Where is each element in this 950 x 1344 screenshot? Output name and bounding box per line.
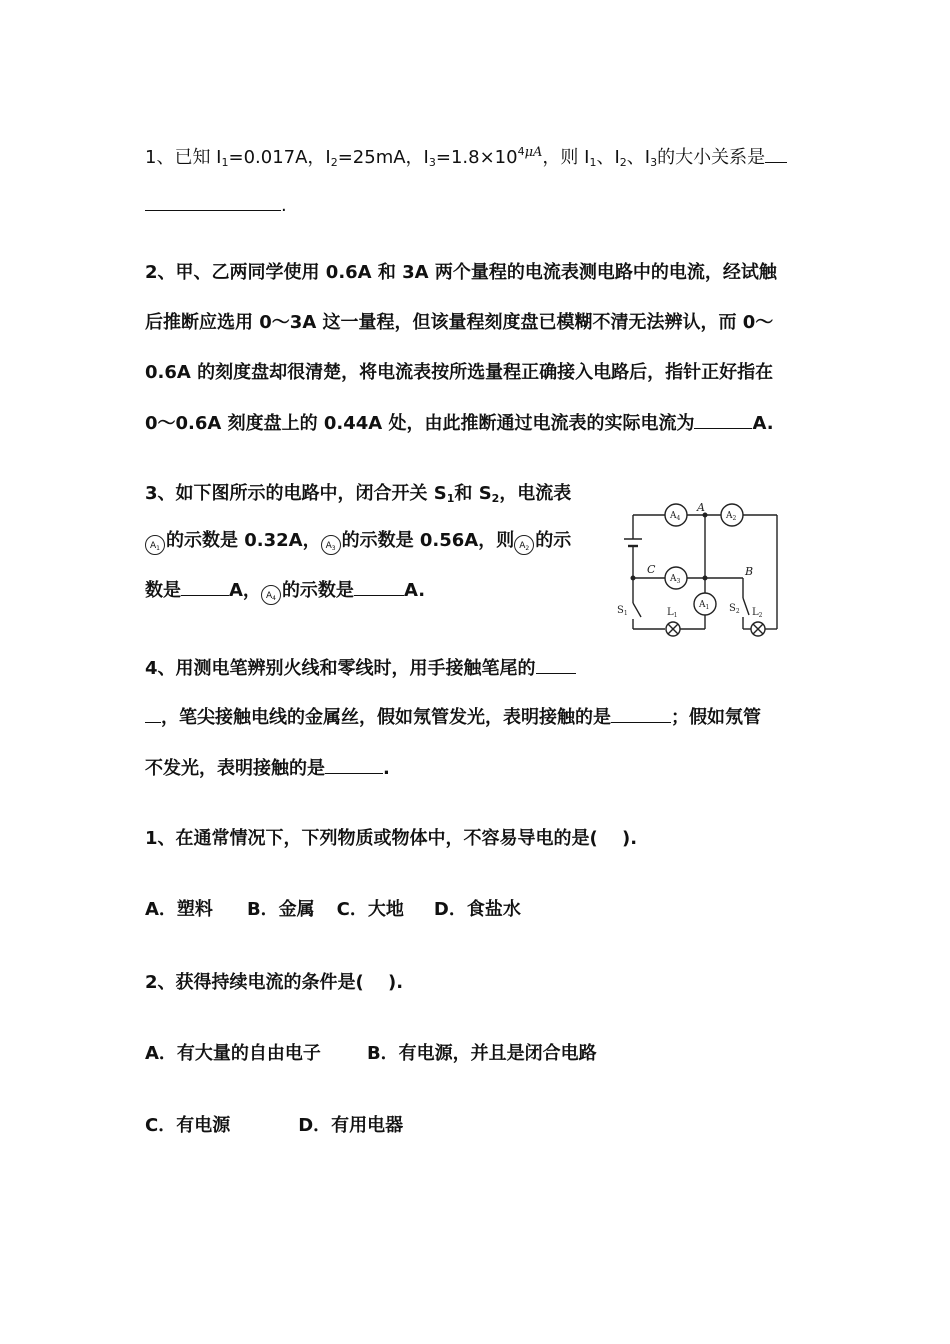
node-b-label: B (745, 565, 754, 578)
q3-text: 数是 (145, 580, 181, 601)
q4-text: 不发光，表明接触的是 (145, 758, 325, 779)
q1-sub: 2 (619, 156, 627, 169)
mc2-option-d[interactable]: D．有用电器 (298, 1115, 404, 1136)
q2-unit: A. (752, 413, 774, 434)
q1-blank-part2[interactable] (145, 192, 281, 211)
mc2-question: 2、获得持续电流的条件是( ). (145, 972, 404, 993)
ammeter-a1-icon: $A_1$ (145, 535, 165, 555)
mc2-option-a[interactable]: A．有大量的自由电子 (145, 1043, 321, 1064)
label-a2: $A_2$ (726, 511, 737, 522)
q1-text: 的大小关系是 (657, 147, 766, 168)
switch-s1-label: $S_1$ (617, 605, 628, 617)
switch-s2-label: $S_2$ (729, 603, 740, 615)
q3-line1 (145, 481, 571, 507)
mc1-question: 1、在通常情况下，下列物质或物体中，不容易导电的是( ). (145, 828, 638, 849)
q4-line3 (145, 755, 390, 782)
q4-text: ，笔尖接触电线的金属丝，假如氖管发光，表明接触的是 (161, 707, 611, 728)
q4-blank-3[interactable] (325, 755, 383, 774)
mc2-option-c[interactable]: C．有电源 (145, 1115, 231, 1136)
label-a4: $A_4$ (670, 511, 681, 522)
q3-text: 的示 (535, 530, 572, 551)
switch-s2 (743, 598, 749, 615)
lamp-l1-label: $L_1$ (667, 607, 678, 619)
q2-line1: 2、甲、乙两同学使用 0.6A 和 3A 两个量程的电流表测电路中的电流，经试触 (145, 262, 777, 283)
q3-text: 的示数是 (281, 580, 354, 601)
q4-line1 (145, 655, 576, 682)
q1-text: =25mA，I (337, 147, 429, 168)
q4-blank-1b[interactable] (145, 704, 161, 723)
mc2-options-row2 (145, 1113, 403, 1139)
q1-line2 (145, 192, 287, 219)
q2-answer-blank[interactable] (694, 410, 752, 429)
q3-text: A. (403, 580, 426, 601)
q4-blank-2[interactable] (611, 704, 671, 723)
q3-blank-1[interactable] (181, 577, 229, 596)
q1-text: 、I (596, 147, 620, 168)
label-a3: $A_3$ (670, 574, 681, 585)
q4-line2 (145, 704, 761, 731)
ammeter-a3-icon: $A_3$ (321, 535, 341, 555)
mc1-options (145, 897, 521, 923)
mc2-options-row1 (145, 1041, 597, 1067)
q1-unit: μA (524, 145, 543, 160)
switch-s1 (633, 603, 641, 617)
q1-sub: 1 (221, 156, 229, 169)
mc1-option-d[interactable]: D．食盐水 (433, 899, 521, 920)
q3-blank-2[interactable] (354, 577, 404, 596)
q3-text: A， (229, 580, 261, 601)
ammeter-a2-icon: $A_2$ (514, 535, 534, 555)
q3-sub: 1 (446, 492, 455, 505)
q1-sub: 3 (428, 156, 436, 169)
q2-text: 0～0.6A 刻度盘上的 0.44A 处，由此推断通过电流表的实际电流为 (145, 413, 695, 434)
q3-line3 (145, 577, 425, 605)
lamp-l2-label: $L_2$ (752, 607, 763, 619)
q3-line2 (145, 528, 571, 555)
q1-text: ，则 I (542, 147, 590, 168)
q3-text: 的示数是 0.56A，则 (341, 530, 515, 551)
q2-line3: 0.6A 的刻度盘却很清楚，将电流表按所选量程正确接入电路后，指针正好指在 (145, 362, 774, 383)
q3-sub: 2 (491, 492, 500, 505)
q1-sub: 3 (650, 156, 658, 169)
circuit-diagram (615, 495, 790, 640)
q1-text: =0.017A，I (228, 147, 331, 168)
q3-text: 和 S (454, 483, 492, 504)
label-a1: $A_1$ (699, 600, 710, 611)
q3-text: 3、如下图所示的电路中，闭合开关 S (145, 483, 447, 504)
junction (703, 576, 707, 580)
mc2-option-b[interactable]: B．有电源，并且是闭合电路 (366, 1043, 597, 1064)
q1-exponent: 4 (517, 145, 525, 158)
q4-text: 4、用测电笔辨别火线和零线时，用手接触笔尾的 (145, 658, 536, 679)
node-c-label: C (647, 563, 656, 576)
q1-period: . (281, 195, 287, 216)
q1-text: 1、已知 I (145, 147, 222, 168)
q2-line4 (145, 410, 774, 437)
q4-text: . (383, 758, 390, 779)
q4-text: ；假如氖管 (671, 707, 761, 728)
junction (631, 576, 635, 580)
ammeter-a4-icon: $A_4$ (261, 585, 281, 605)
q1-sub: 1 (589, 156, 597, 169)
q1-text: =1.8×10 (435, 147, 518, 168)
q2-line2: 后推断应选用 0～3A 这一量程，但该量程刻度盘已模糊不清无法辨认，而 0～ (145, 312, 774, 333)
mc1-option-a[interactable]: A．塑料 (145, 899, 213, 920)
q1-blank-part1[interactable] (765, 144, 787, 163)
mc1-option-b[interactable]: B．金属 (246, 899, 315, 920)
q1-text: 、I (626, 147, 651, 168)
q1-line1 (145, 140, 787, 171)
mc1-option-c[interactable]: C．大地 (336, 899, 404, 920)
node-a-label: A (697, 501, 705, 514)
q3-text: 的示数是 0.32A， (166, 530, 321, 551)
q1-sub: 2 (330, 156, 338, 169)
q3-text: ，电流表 (499, 483, 572, 504)
q4-blank-1a[interactable] (536, 655, 576, 674)
